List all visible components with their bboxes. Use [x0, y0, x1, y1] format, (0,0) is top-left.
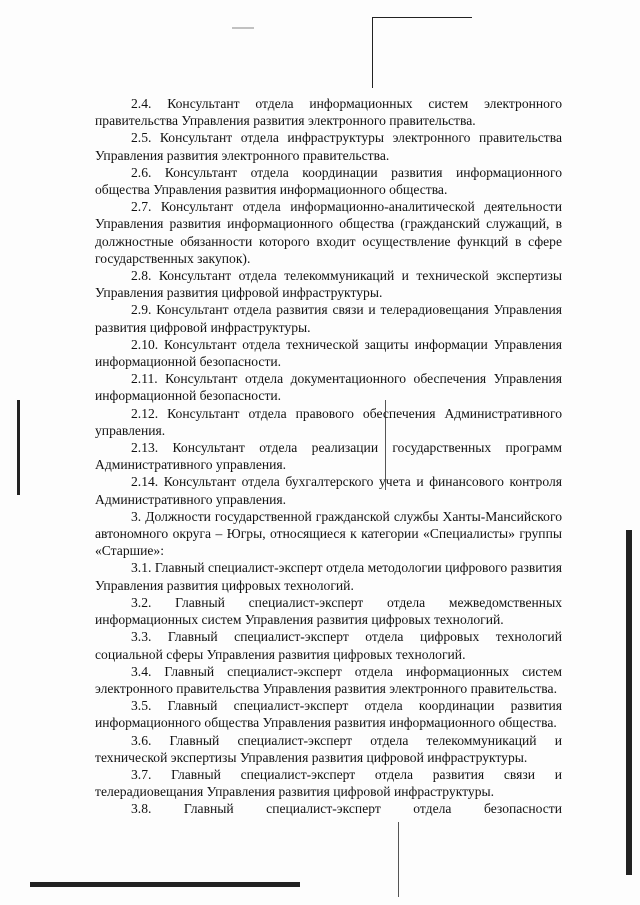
paragraph: 3.4. Главный специалист-эксперт отдела информационных систем электронного правительства Управления развития электронного правительства.	[95, 663, 562, 696]
scan-edge-bottom	[30, 882, 300, 887]
paragraph: 2.10. Консультант отдела технической защиты информации Управления информационной безопасности.	[95, 336, 562, 370]
paragraph: 3.3. Главный специалист-эксперт отдела цифровых технологий социальной сферы Управления развития цифровых технологий.	[95, 629, 562, 662]
paragraph: 3.5. Главный специалист-эксперт отдела координации развития информационного общества Управления развития информационного общества.	[95, 698, 562, 731]
paragraph: 2.4. Консультант отдела информационных систем электронного правительства Управления развития электронного правительства.	[95, 96, 562, 129]
scan-fold-line-top	[372, 18, 373, 88]
scan-fold-line-top-cap	[372, 17, 472, 18]
paragraph: 2.8. Консультант отдела телекоммуникаций и технической экспертизы Управления развития цифровой инфраструктуры.	[95, 268, 562, 301]
scan-edge-right	[626, 530, 632, 875]
paragraph: 3.2. Главный специалист-эксперт отдела межведомственных информационных систем Управления развития цифровых технологий.	[95, 594, 562, 628]
paragraph: 2.6. Консультант отдела координации развития информационного общества Управления развития информационного общества.	[95, 164, 562, 198]
paragraph: 3.7. Главный специалист-эксперт отдела развития связи и телерадиовещания Управления развития цифровой инфраструктуры.	[95, 766, 562, 800]
paragraph: 2.11. Консультант отдела документационного обеспечения Управления информационной безопасности.	[95, 371, 562, 404]
paragraph: 2.13. Консультант отдела реализации государственных программ Административного управления.	[95, 440, 562, 473]
paragraph: 2.5. Консультант отдела инфраструктуры электронного правительства Управления развития электронного правительства.	[95, 130, 562, 163]
scan-center-line-lower	[398, 822, 399, 897]
scan-smudge	[232, 27, 254, 29]
paragraph: 3.1. Главный специалист-эксперт отдела методологии цифрового развития Управления развития цифровых технологий.	[95, 560, 562, 593]
paragraph: 3. Должности государственной гражданской службы Ханты-Мансийского автономного округа – Югры, относящиеся к категории «Специалисты» группы «Старшие»:	[95, 508, 562, 559]
paragraph: 3.8. Главный специалист-эксперт отдела безопасности	[131, 801, 562, 817]
paragraph: 2.14. Консультант отдела бухгалтерского учета и финансового контроля Административного управления.	[95, 474, 562, 507]
paragraph: 2.7. Консультант отдела информационно-аналитической деятельности Управления развития информационного общества (гражданский служащий, в должностные обязанности которого входит осуществление функций в сфере государственных закупок).	[95, 199, 562, 266]
paragraph: 2.9. Консультант отдела развития связи и телерадиовещания Управления развития цифровой инфраструктуры.	[95, 302, 562, 335]
document-body	[95, 95, 562, 818]
paragraph: 2.12. Консультант отдела правового обеспечения Административного управления.	[95, 405, 562, 438]
paragraph: 3.6. Главный специалист-эксперт отдела телекоммуникаций и технической экспертизы Управления развития цифровой инфраструктуры.	[95, 732, 562, 765]
scan-margin-mark-left	[17, 400, 20, 495]
